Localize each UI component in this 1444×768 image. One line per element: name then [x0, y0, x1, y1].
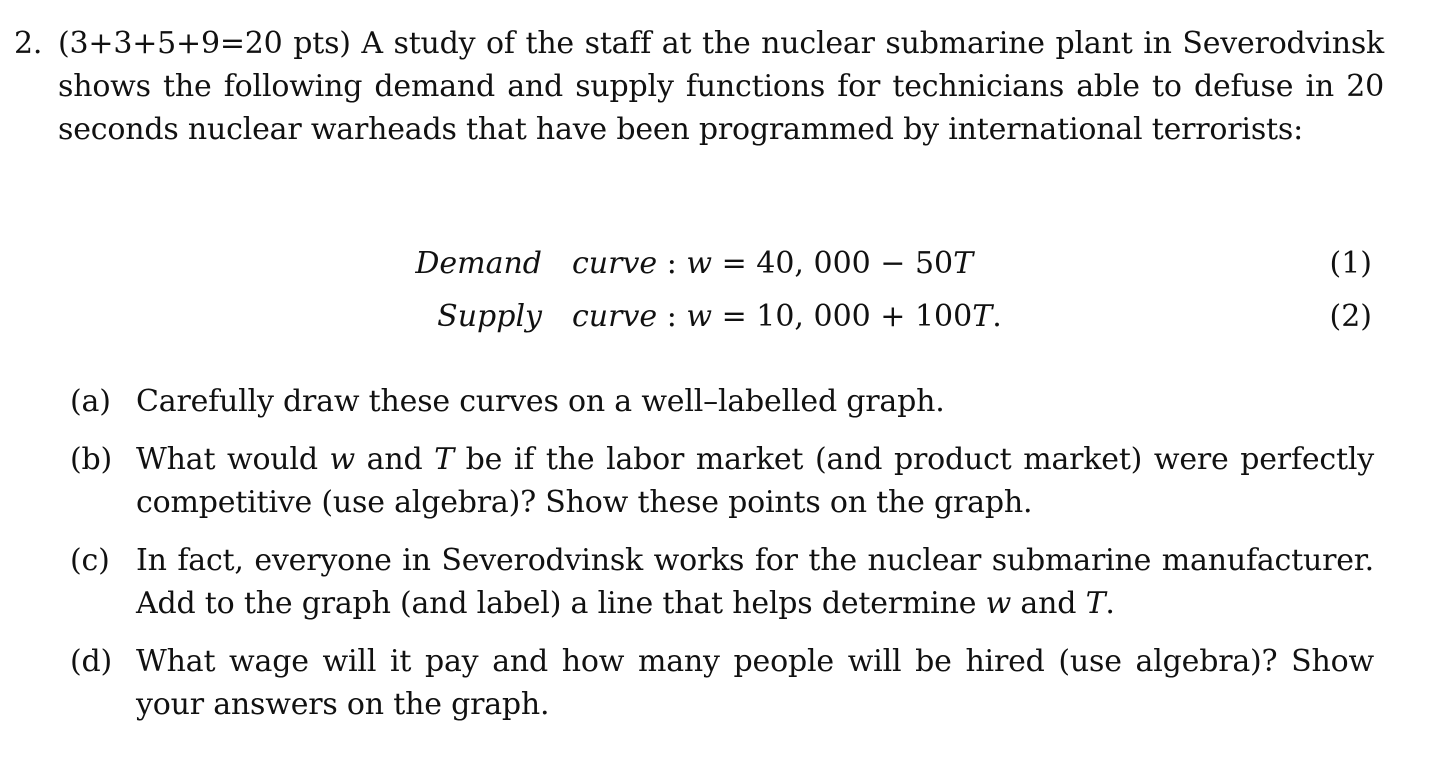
problem-statement — [14, 22, 1384, 151]
equation-variable-w: w — [686, 299, 713, 334]
equation-variable-t: T — [972, 299, 993, 334]
problem-text: (3+3+5+9=20 pts) A study of the staff at the nuclear submarine plant in Severodvinsk shows the following demand and supply functions for technicians able to defuse in 20 seconds nuclear warheads that have been programmed by international terrorists: — [58, 26, 1384, 147]
equation-rhs: = 10, 000 + 100 — [712, 299, 973, 334]
part-label: (c) — [70, 543, 110, 578]
variable-t: T — [434, 442, 454, 477]
part-text-segment: . — [1105, 586, 1115, 621]
part-text: Carefully draw these curves on a well–labelled graph. — [136, 384, 945, 419]
question-part-d — [70, 640, 1374, 726]
equation-variable-t: T — [953, 246, 974, 281]
part-label: (b) — [70, 442, 113, 477]
part-text — [136, 539, 1374, 625]
question-parts — [70, 380, 1374, 741]
equation-end: . — [992, 299, 1002, 334]
part-text-segment: be if the labor market (and product market) were perfectly competitive (use algebra)? Show these points on the graph. — [136, 442, 1375, 520]
part-text: What wage will it pay and how many people will be hired (use algebra)? Show your answers on the graph. — [136, 644, 1374, 722]
equation-colon: : — [657, 299, 687, 334]
variable-w: w — [329, 442, 355, 477]
part-label: (d) — [70, 644, 113, 679]
equation-colon: : — [657, 246, 687, 281]
variable-w: w — [985, 586, 1012, 621]
equation-curve-word: curve — [572, 299, 658, 334]
equation-rhs: = 40, 000 − 50 — [712, 246, 954, 281]
part-text — [136, 438, 1374, 524]
question-part-c — [70, 539, 1374, 625]
part-text-segment: and — [1011, 586, 1086, 621]
equation-label: Supply — [437, 299, 542, 334]
equation-curve-word: curve — [572, 246, 658, 281]
equation-number: (2) — [1329, 299, 1372, 334]
equation-variable-w: w — [686, 246, 713, 281]
question-part-b — [70, 438, 1374, 524]
part-text-segment: What would — [136, 442, 330, 477]
part-text-segment: and — [355, 442, 435, 477]
part-label: (a) — [70, 384, 111, 419]
equation-number: (1) — [1329, 246, 1372, 281]
equation-body — [572, 299, 1002, 334]
problem-number: 2. — [14, 26, 43, 61]
equation-demand — [0, 246, 1444, 290]
equation-body — [572, 246, 973, 281]
variable-t: T — [1085, 586, 1106, 621]
equation-supply — [0, 299, 1444, 343]
question-part-a — [70, 380, 1374, 423]
part-text-segment: In fact, everyone in Severodvinsk works for the nuclear submarine manufacturer. Add to the graph (and label) a line that helps determine — [136, 543, 1374, 621]
equation-label: Demand — [415, 246, 542, 281]
